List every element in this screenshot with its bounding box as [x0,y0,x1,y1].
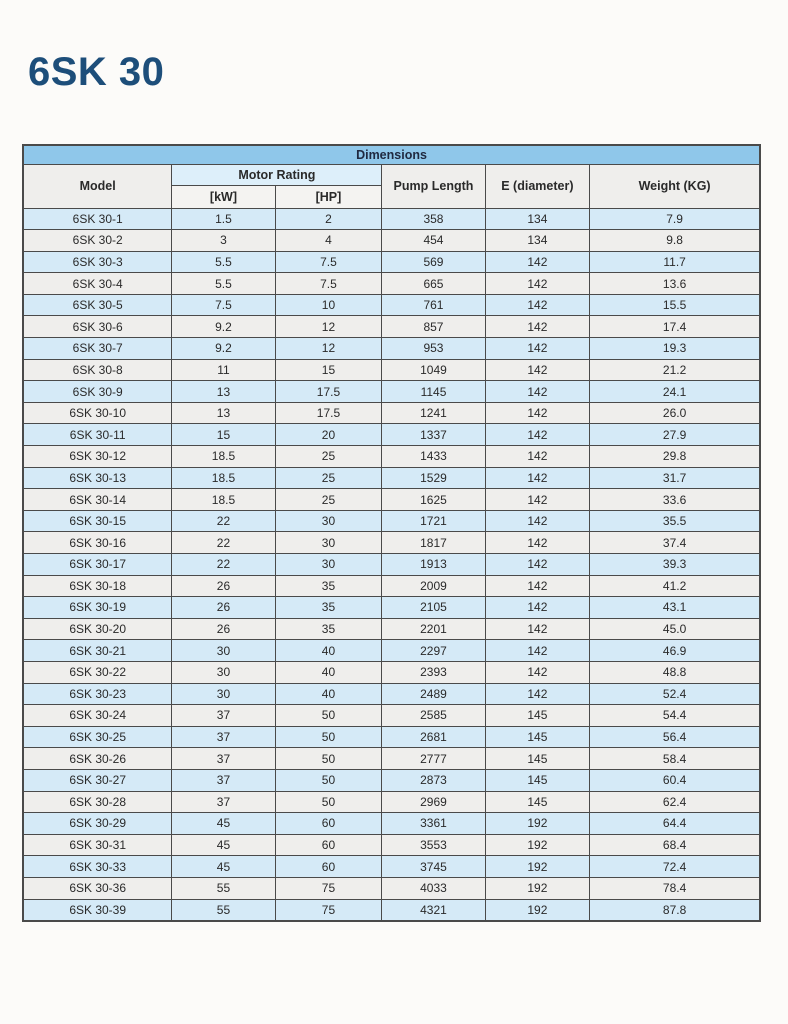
cell-weight_kg: 11.7 [590,251,760,273]
cell-model: 6SK 30-7 [23,338,172,360]
cell-model: 6SK 30-9 [23,381,172,403]
cell-kw: 55 [172,877,275,899]
cell-hp: 12 [275,316,382,338]
cell-hp: 75 [275,877,382,899]
table-banner: Dimensions [23,145,760,164]
cell-kw: 45 [172,834,275,856]
cell-model: 6SK 30-5 [23,294,172,316]
cell-e_diameter: 192 [485,834,590,856]
cell-e_diameter: 142 [485,273,590,295]
cell-model: 6SK 30-24 [23,705,172,727]
table-row [23,532,760,554]
cell-model: 6SK 30-39 [23,899,172,921]
table-row [23,294,760,316]
cell-weight_kg: 62.4 [590,791,760,813]
cell-hp: 17.5 [275,402,382,424]
cell-e_diameter: 145 [485,748,590,770]
table-row [23,424,760,446]
cell-hp: 25 [275,446,382,468]
cell-model: 6SK 30-33 [23,856,172,878]
cell-weight_kg: 33.6 [590,489,760,511]
cell-hp: 50 [275,769,382,791]
cell-model: 6SK 30-23 [23,683,172,705]
column-header-hp: [HP] [275,185,382,208]
cell-pump_length: 4321 [382,899,485,921]
cell-hp: 30 [275,554,382,576]
cell-model: 6SK 30-27 [23,769,172,791]
cell-pump_length: 2873 [382,769,485,791]
cell-model: 6SK 30-29 [23,813,172,835]
cell-model: 6SK 30-8 [23,359,172,381]
table-row [23,748,760,770]
cell-weight_kg: 56.4 [590,726,760,748]
cell-weight_kg: 58.4 [590,748,760,770]
cell-weight_kg: 24.1 [590,381,760,403]
cell-model: 6SK 30-11 [23,424,172,446]
cell-e_diameter: 145 [485,726,590,748]
table-row [23,640,760,662]
cell-e_diameter: 142 [485,251,590,273]
cell-kw: 30 [172,640,275,662]
cell-hp: 25 [275,467,382,489]
cell-model: 6SK 30-2 [23,230,172,252]
column-header-pump-length: Pump Length [382,164,485,208]
cell-e_diameter: 145 [485,769,590,791]
cell-pump_length: 3361 [382,813,485,835]
cell-kw: 5.5 [172,251,275,273]
cell-weight_kg: 31.7 [590,467,760,489]
cell-pump_length: 2009 [382,575,485,597]
column-header-e-diameter: E (diameter) [485,164,590,208]
cell-hp: 25 [275,489,382,511]
cell-pump_length: 1913 [382,554,485,576]
table-row [23,467,760,489]
table-row [23,489,760,511]
cell-pump_length: 2489 [382,683,485,705]
cell-e_diameter: 142 [485,489,590,511]
cell-e_diameter: 142 [485,381,590,403]
cell-e_diameter: 145 [485,791,590,813]
cell-weight_kg: 26.0 [590,402,760,424]
cell-model: 6SK 30-14 [23,489,172,511]
cell-hp: 40 [275,661,382,683]
cell-e_diameter: 142 [485,597,590,619]
table-row [23,510,760,532]
cell-model: 6SK 30-19 [23,597,172,619]
table-row [23,208,760,230]
cell-e_diameter: 192 [485,877,590,899]
cell-kw: 22 [172,554,275,576]
cell-e_diameter: 134 [485,230,590,252]
cell-weight_kg: 13.6 [590,273,760,295]
cell-weight_kg: 48.8 [590,661,760,683]
table-row [23,877,760,899]
cell-pump_length: 1529 [382,467,485,489]
cell-e_diameter: 142 [485,424,590,446]
cell-kw: 5.5 [172,273,275,295]
table-row [23,402,760,424]
cell-hp: 75 [275,899,382,921]
cell-weight_kg: 17.4 [590,316,760,338]
column-header-kw: [kW] [172,185,275,208]
table-row [23,251,760,273]
cell-e_diameter: 192 [485,899,590,921]
cell-kw: 45 [172,813,275,835]
cell-e_diameter: 192 [485,813,590,835]
table-row [23,769,760,791]
page-title: 6SK 30 [28,50,165,94]
cell-model: 6SK 30-12 [23,446,172,468]
cell-hp: 50 [275,705,382,727]
cell-kw: 45 [172,856,275,878]
table-row [23,381,760,403]
cell-hp: 50 [275,726,382,748]
cell-pump_length: 1337 [382,424,485,446]
cell-e_diameter: 142 [485,359,590,381]
cell-model: 6SK 30-15 [23,510,172,532]
cell-hp: 40 [275,640,382,662]
table-row [23,899,760,921]
table-body [23,208,760,921]
cell-e_diameter: 142 [485,661,590,683]
cell-weight_kg: 21.2 [590,359,760,381]
cell-e_diameter: 142 [485,640,590,662]
cell-model: 6SK 30-36 [23,877,172,899]
table-row [23,597,760,619]
cell-pump_length: 665 [382,273,485,295]
cell-pump_length: 2297 [382,640,485,662]
table-row [23,618,760,640]
cell-weight_kg: 9.8 [590,230,760,252]
cell-pump_length: 2105 [382,597,485,619]
cell-model: 6SK 30-21 [23,640,172,662]
cell-kw: 11 [172,359,275,381]
cell-kw: 13 [172,402,275,424]
cell-weight_kg: 52.4 [590,683,760,705]
cell-weight_kg: 46.9 [590,640,760,662]
cell-pump_length: 4033 [382,877,485,899]
cell-model: 6SK 30-1 [23,208,172,230]
dimensions-table [22,144,761,922]
cell-model: 6SK 30-16 [23,532,172,554]
cell-weight_kg: 41.2 [590,575,760,597]
cell-model: 6SK 30-3 [23,251,172,273]
cell-kw: 3 [172,230,275,252]
cell-pump_length: 1625 [382,489,485,511]
cell-pump_length: 2393 [382,661,485,683]
cell-kw: 26 [172,597,275,619]
cell-weight_kg: 39.3 [590,554,760,576]
table-row [23,554,760,576]
cell-pump_length: 2777 [382,748,485,770]
cell-weight_kg: 68.4 [590,834,760,856]
cell-kw: 37 [172,705,275,727]
cell-pump_length: 454 [382,230,485,252]
cell-pump_length: 3553 [382,834,485,856]
cell-kw: 22 [172,510,275,532]
cell-model: 6SK 30-25 [23,726,172,748]
column-header-motor-rating: Motor Rating [172,164,382,185]
cell-kw: 18.5 [172,489,275,511]
cell-kw: 30 [172,683,275,705]
cell-hp: 30 [275,510,382,532]
cell-e_diameter: 192 [485,856,590,878]
table-row [23,705,760,727]
cell-hp: 40 [275,683,382,705]
cell-e_diameter: 145 [485,705,590,727]
cell-e_diameter: 142 [485,316,590,338]
cell-hp: 35 [275,575,382,597]
table-row [23,856,760,878]
table-row [23,316,760,338]
cell-hp: 10 [275,294,382,316]
cell-model: 6SK 30-10 [23,402,172,424]
cell-e_diameter: 142 [485,575,590,597]
cell-weight_kg: 7.9 [590,208,760,230]
cell-e_diameter: 142 [485,402,590,424]
cell-weight_kg: 72.4 [590,856,760,878]
cell-weight_kg: 37.4 [590,532,760,554]
cell-kw: 37 [172,769,275,791]
cell-kw: 26 [172,618,275,640]
cell-hp: 60 [275,856,382,878]
cell-weight_kg: 87.8 [590,899,760,921]
table-header [23,145,760,208]
cell-hp: 12 [275,338,382,360]
cell-kw: 9.2 [172,338,275,360]
table-row [23,791,760,813]
table-row [23,359,760,381]
cell-kw: 18.5 [172,446,275,468]
cell-weight_kg: 64.4 [590,813,760,835]
cell-hp: 50 [275,748,382,770]
cell-hp: 4 [275,230,382,252]
cell-pump_length: 2201 [382,618,485,640]
cell-kw: 30 [172,661,275,683]
table-row [23,575,760,597]
column-header-weight-kg: Weight (KG) [590,164,760,208]
cell-pump_length: 1721 [382,510,485,532]
cell-kw: 15 [172,424,275,446]
cell-hp: 35 [275,597,382,619]
cell-pump_length: 857 [382,316,485,338]
table-banner-row [23,145,760,164]
cell-hp: 50 [275,791,382,813]
cell-pump_length: 953 [382,338,485,360]
table-row [23,230,760,252]
cell-hp: 60 [275,813,382,835]
table-row [23,446,760,468]
cell-pump_length: 569 [382,251,485,273]
cell-kw: 26 [172,575,275,597]
cell-e_diameter: 142 [485,532,590,554]
cell-pump_length: 1817 [382,532,485,554]
cell-pump_length: 2585 [382,705,485,727]
cell-e_diameter: 142 [485,294,590,316]
cell-kw: 13 [172,381,275,403]
cell-weight_kg: 29.8 [590,446,760,468]
cell-weight_kg: 45.0 [590,618,760,640]
cell-hp: 20 [275,424,382,446]
cell-kw: 1.5 [172,208,275,230]
cell-pump_length: 1049 [382,359,485,381]
cell-model: 6SK 30-26 [23,748,172,770]
cell-e_diameter: 134 [485,208,590,230]
table-row [23,813,760,835]
cell-pump_length: 1145 [382,381,485,403]
cell-kw: 7.5 [172,294,275,316]
cell-hp: 35 [275,618,382,640]
cell-e_diameter: 142 [485,618,590,640]
cell-model: 6SK 30-17 [23,554,172,576]
table-row [23,834,760,856]
cell-kw: 37 [172,726,275,748]
table-header-row-1 [23,164,760,185]
cell-model: 6SK 30-18 [23,575,172,597]
cell-weight_kg: 60.4 [590,769,760,791]
cell-pump_length: 3745 [382,856,485,878]
cell-kw: 22 [172,532,275,554]
cell-hp: 17.5 [275,381,382,403]
cell-model: 6SK 30-6 [23,316,172,338]
cell-weight_kg: 19.3 [590,338,760,360]
cell-weight_kg: 78.4 [590,877,760,899]
cell-weight_kg: 27.9 [590,424,760,446]
table-row [23,661,760,683]
cell-e_diameter: 142 [485,554,590,576]
cell-e_diameter: 142 [485,683,590,705]
cell-weight_kg: 15.5 [590,294,760,316]
cell-model: 6SK 30-28 [23,791,172,813]
cell-pump_length: 2681 [382,726,485,748]
cell-kw: 9.2 [172,316,275,338]
cell-hp: 7.5 [275,251,382,273]
cell-pump_length: 1241 [382,402,485,424]
cell-model: 6SK 30-20 [23,618,172,640]
cell-weight_kg: 54.4 [590,705,760,727]
table-row [23,273,760,295]
cell-weight_kg: 43.1 [590,597,760,619]
cell-pump_length: 761 [382,294,485,316]
cell-kw: 37 [172,791,275,813]
cell-pump_length: 1433 [382,446,485,468]
cell-e_diameter: 142 [485,338,590,360]
cell-model: 6SK 30-31 [23,834,172,856]
column-header-model: Model [23,164,172,208]
cell-hp: 60 [275,834,382,856]
cell-model: 6SK 30-4 [23,273,172,295]
cell-kw: 18.5 [172,467,275,489]
cell-weight_kg: 35.5 [590,510,760,532]
cell-pump_length: 2969 [382,791,485,813]
cell-hp: 15 [275,359,382,381]
cell-pump_length: 358 [382,208,485,230]
cell-hp: 30 [275,532,382,554]
cell-e_diameter: 142 [485,510,590,532]
table-row [23,338,760,360]
cell-model: 6SK 30-13 [23,467,172,489]
cell-kw: 55 [172,899,275,921]
cell-model: 6SK 30-22 [23,661,172,683]
cell-kw: 37 [172,748,275,770]
cell-e_diameter: 142 [485,446,590,468]
cell-e_diameter: 142 [485,467,590,489]
table-row [23,683,760,705]
cell-hp: 7.5 [275,273,382,295]
cell-hp: 2 [275,208,382,230]
table-row [23,726,760,748]
